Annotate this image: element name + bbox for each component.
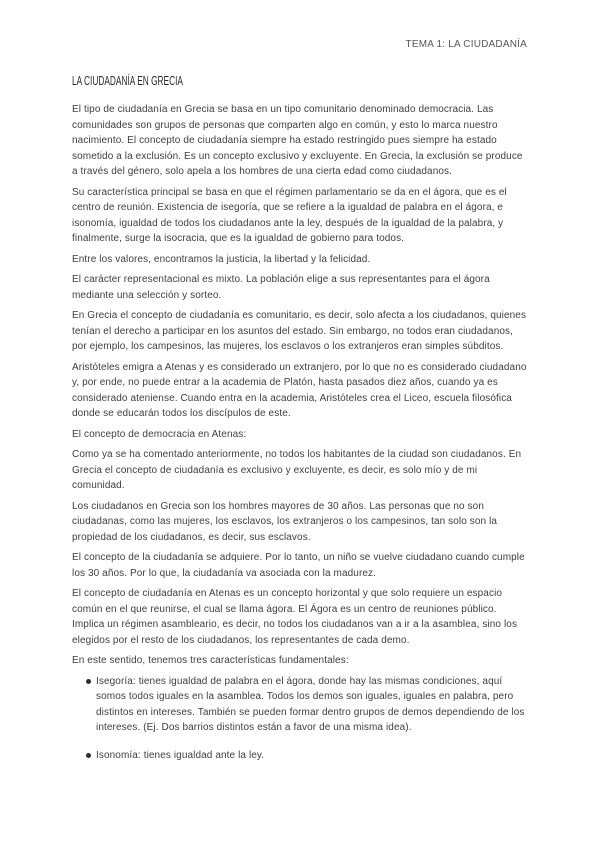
body-paragraph: El concepto de ciudadanía en Atenas es un concepto horizontal y que solo requiere un espacio común en el que reunirse, el cual se llama ágora. El Ágora es un centro de reuniones público. Implica un régimen asambleario, es decir, no todos los ciudadanos van a ir a la asamblea, sino los elegidos por el resto de los ciudadanos, los representantes de cada demo.: [72, 588, 518, 646]
list-intro-paragraph: En este sentido, tenemos tres características fundamentales:: [72, 655, 349, 666]
document-body: [72, 102, 527, 775]
body-paragraph: En Grecia el concepto de ciudadanía es comunitario, es decir, solo afecta a los ciudadanos, quienes tenían el derecho a participar en los asuntos del estado. Sin embargo, no todos eran ciudadanos, por ejemplo, los campesinos, las mujeres, los esclavos o los extranjeros eran simples súbditos.: [72, 310, 527, 352]
body-paragraph: El concepto de la ciudadanía se adquiere. Por lo tanto, un niño se vuelve ciudadano cuando cumple los 30 años. Por lo que, la ciudadanía va asociada con la madurez.: [72, 552, 525, 579]
bullet-dot-icon: [86, 753, 91, 758]
body-paragraph: El tipo de ciudadanía en Grecia se basa en un tipo comunitario denominado democracia. Las comunidades son grupos de personas que comparten algo en común, y esto lo marca nuestro nacimiento. El concepto de ciudadanía siempre ha estado restringido pues siempre ha estado sometido a la exclusión. Es un concepto exclusivo y excluyente. En Grecia, la exclusión se produce a través del género, solo apela a los hombres de una cierta edad como ciudadanos.: [72, 104, 523, 177]
list-item-text: Isegoría: tienes igualdad de palabra en el ágora, donde hay las mismas condiciones, aquí somos todos iguales en la asamblea. Todos los demos son iguales, iguales en palabra, pero distintos en intereses. También se pueden formar dentro grupos de demos dependiendo de los intereses. (Ej. Dos barrios distintos están a favor de una misma idea).: [96, 675, 525, 733]
body-paragraph: Entre los valores, encontramos la justicia, la libertad y la felicidad.: [72, 253, 371, 265]
body-paragraph: Aristóteles emigra a Atenas y es considerado un extranjero, por lo que no es considerado ciudadano y, por ende, no puede entrar a la academia de Platón, hasta pasados diez años, cuando ya es considerado ateniense. Cuando entra en la academia, Aristóteles crea el Liceo, escuela filosófica donde se educarán todos los discípulos de este.: [72, 361, 527, 419]
body-paragraph: El carácter representacional es mixto. La población elige a sus representantes para el ágora mediante una selección y sorteo.: [72, 274, 490, 301]
subsection-label: El concepto de democracia en Atenas:: [72, 428, 247, 440]
bullet-dot-icon: [86, 679, 91, 684]
running-header: TEMA 1: LA CIUDADANÍA: [405, 39, 527, 50]
list-item: [72, 674, 527, 736]
list-item-text: Isonomía: tienes igualdad ante la ley.: [96, 749, 265, 761]
list-item: [72, 748, 527, 764]
body-paragraph: Los ciudadanos en Grecia son los hombres mayores de 30 años. Las personas que no son ciudadanas, como las mujeres, los esclavos, los extranjeros o los campesinos, tan solo son la propiedad de los ciudadanos, es decir, sus esclavos.: [72, 500, 498, 543]
bullet-list: [72, 674, 527, 764]
section-title: LA CIUDADANÍA EN GRECIA: [72, 73, 183, 88]
body-paragraph: Como ya se ha comentado anteriormente, no todos los habitantes de la ciudad son ciudadanos. En Grecia el concepto de ciudadanía es exclusivo y excluyente, es decir, es solo mío y de mi comunidad.: [72, 449, 522, 491]
body-paragraph: Su característica principal se basa en que el régimen parlamentario se da en el ágora, que es el centro de reunión. Existencia de isegoría, que se refiere a la igualdad de palabra en el ágora, e isonomía, igualdad de todos los ciudadanos ante la ley, después de la igualdad de la palabra, y finalmente, surge la isocracia, que es la igualdad de gobierno para todos.: [72, 186, 507, 244]
